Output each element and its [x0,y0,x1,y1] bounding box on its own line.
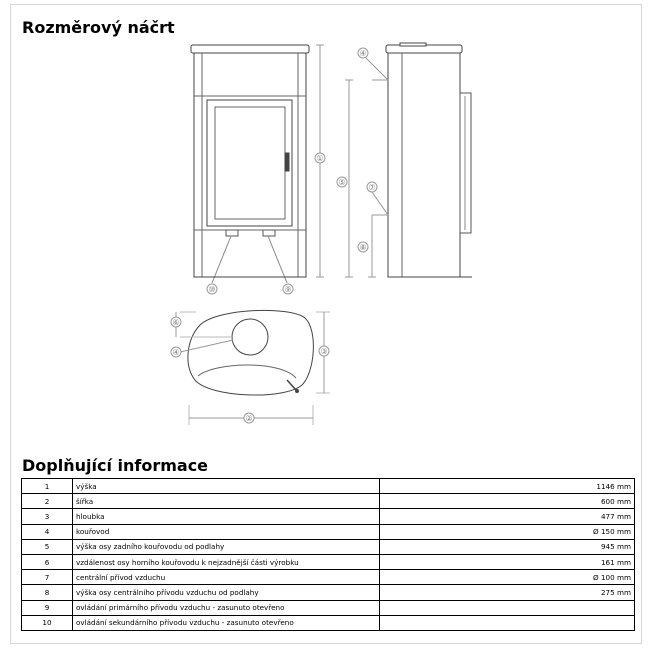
table-row [22,494,635,509]
row-description: hloubka [73,509,380,524]
row-description: výška osy centrálního přívodu vzduchu od podlahy [73,585,380,600]
row-value: 1146 mm [380,479,635,494]
sketch-heading: Rozměrový náčrt [22,18,175,37]
row-number: 8 [22,585,73,600]
row-value: 161 mm [380,554,635,569]
row-number: 10 [22,615,73,630]
marker-10-label: ⑩ [208,285,216,294]
row-description: vzdálenost osy horního kouřovodu k nejzadnější části výrobku [73,554,380,569]
info-table [21,478,635,631]
table-row [22,539,635,554]
row-value: Ø 150 mm [380,524,635,539]
top-view [171,310,330,425]
info-heading: Doplňující informace [22,456,209,475]
side-view [337,43,472,277]
table-row [22,615,635,630]
row-value: Ø 100 mm [380,570,635,585]
row-value: 275 mm [380,585,635,600]
row-value [380,615,635,630]
front-view [191,45,325,294]
marker-1-label: ① [316,154,324,163]
marker-4-top-label: ④ [172,348,180,357]
marker-4-side-label: ④ [359,49,367,58]
table-row [22,600,635,615]
row-description: výška [73,479,380,494]
row-number: 2 [22,494,73,509]
table-row [22,585,635,600]
row-number: 7 [22,570,73,585]
marker-8-label: ⑧ [359,243,367,252]
row-description: centrální přívod vzduchu [73,570,380,585]
marker-3-label: ③ [320,347,328,356]
marker-5-label: ⑤ [338,178,346,187]
row-number: 4 [22,524,73,539]
table-row [22,554,635,569]
marker-7-label: ⑦ [368,183,376,192]
row-number: 5 [22,539,73,554]
row-description: kouřovod [73,524,380,539]
row-description: ovládání sekundárního přívodu vzduchu - zasunuto otevřeno [73,615,380,630]
row-number: 1 [22,479,73,494]
row-number: 3 [22,509,73,524]
marker-9-label: ⑨ [284,285,292,294]
table-row [22,479,635,494]
row-number: 6 [22,554,73,569]
marker-6-label: ⑥ [172,318,180,327]
row-value: 477 mm [380,509,635,524]
row-description: šířka [73,494,380,509]
table-row [22,524,635,539]
table-row [22,570,635,585]
table-row [22,509,635,524]
row-number: 9 [22,600,73,615]
row-description: výška osy zadního kouřovodu od podlahy [73,539,380,554]
row-description: ovládání primárního přívodu vzduchu - zasunuto otevřeno [73,600,380,615]
row-value: 945 mm [380,539,635,554]
marker-2-label: ② [245,414,253,423]
row-value [380,600,635,615]
row-value: 600 mm [380,494,635,509]
